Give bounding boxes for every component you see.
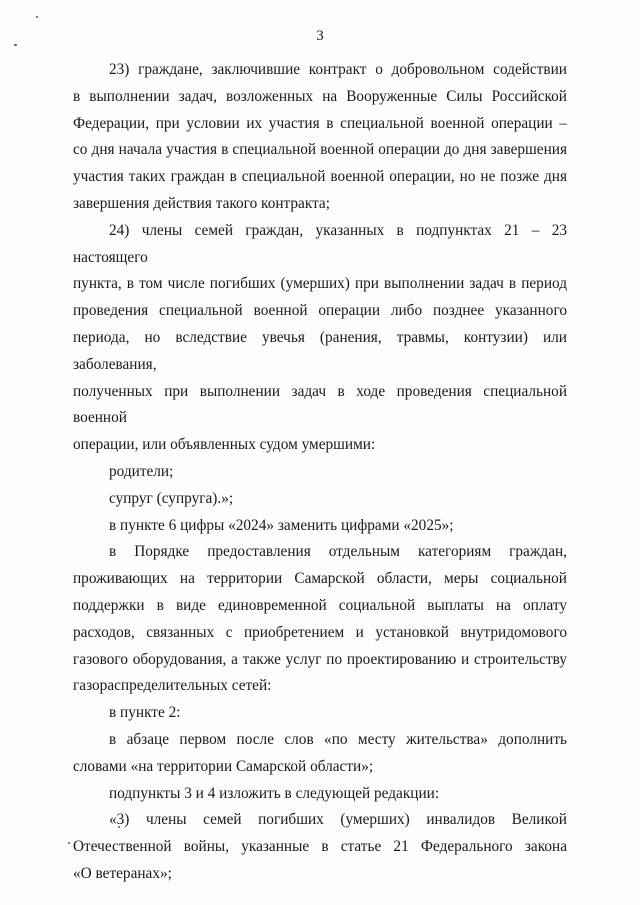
text-line: поддержки в виде единовременной социальной выплаты на оплату [73,596,567,614]
text-line: Федерации, при условии их участия в специальной военной операции – [73,114,567,132]
text-line: со дня начала участия в специальной военной операции до дня завершения [73,141,567,159]
text-line: участия таких граждан в специальной военной операции, но не позже дня [73,168,567,186]
paragraph-item-3 [73,807,567,887]
text-line: 23) граждане, заключившие контракт о добровольном содействии [109,61,567,78]
text-line: полученных при выполнении задач в ходе проведения специальной военной [73,382,567,427]
paragraph-point-2 [73,700,567,727]
paragraph-point-6 [73,513,567,540]
text-line: в пункте 2: [109,704,181,722]
text-line: расходов, связанных с приобретением и установкой внутридомового [73,623,567,641]
paragraph-subpoints [73,781,567,808]
text-line: «3) члены семей погибших (умерших) инвалидов Великой [109,811,567,829]
text-line: «О ветеранах»; [73,864,172,882]
text-line: в выполнении задач, возложенных на Вооруженные Силы Российской [73,87,567,105]
scan-speck [68,842,70,844]
paragraph-spouse [73,486,567,513]
text-line: газораспределительных сетей: [73,677,272,695]
paragraph-procedure [73,539,567,700]
paragraph-parents [73,459,567,486]
text-line: в пункте 6 цифры «2024» заменить цифрами «2025»; [109,516,454,534]
text-line: в абзаце первом после слов «по месту жительства» дополнить [109,730,567,748]
text-line: проведения специальной военной операции либо позднее указанного [73,302,567,320]
paragraph-first-clause [73,727,567,781]
text-line: словами «на территории Самарской области»; [73,757,374,775]
text-line: операции, или объявленных судом умершими: [73,436,376,454]
text-line: в Порядке предоставления отдельным категориям граждан, [109,543,567,561]
text-line: проживающих на территории Самарской области, меры социальной [73,570,567,588]
text-line: газового оборудования, а также услуг по проектированию и строительству [73,650,567,668]
text-line: супруг (супруга).»; [109,489,234,507]
text-line: подпункты 3 и 4 изложить в следующей редакции: [109,784,440,802]
text-line: родители; [109,462,174,480]
document-body [73,57,567,888]
text-line: периода, но вследствие увечья (ранения, травмы, контузии) или заболевания, [73,328,567,373]
text-line: Отечественной войны, указанные в статье 21 Федерального закона [73,838,567,856]
scan-speck [14,44,17,46]
text-line: завершения действия такого контракта; [73,194,330,212]
paragraph-item-24 [73,218,567,459]
paragraph-item-23 [73,57,567,218]
text-line: 24) члены семей граждан, указанных в подпунктах 21 – 23 настоящего [73,221,567,266]
text-line: пункта, в том числе погибших (умерших) при выполнении задач в период [73,275,567,293]
scan-speck [36,16,38,18]
page-number: 3 [316,28,324,44]
